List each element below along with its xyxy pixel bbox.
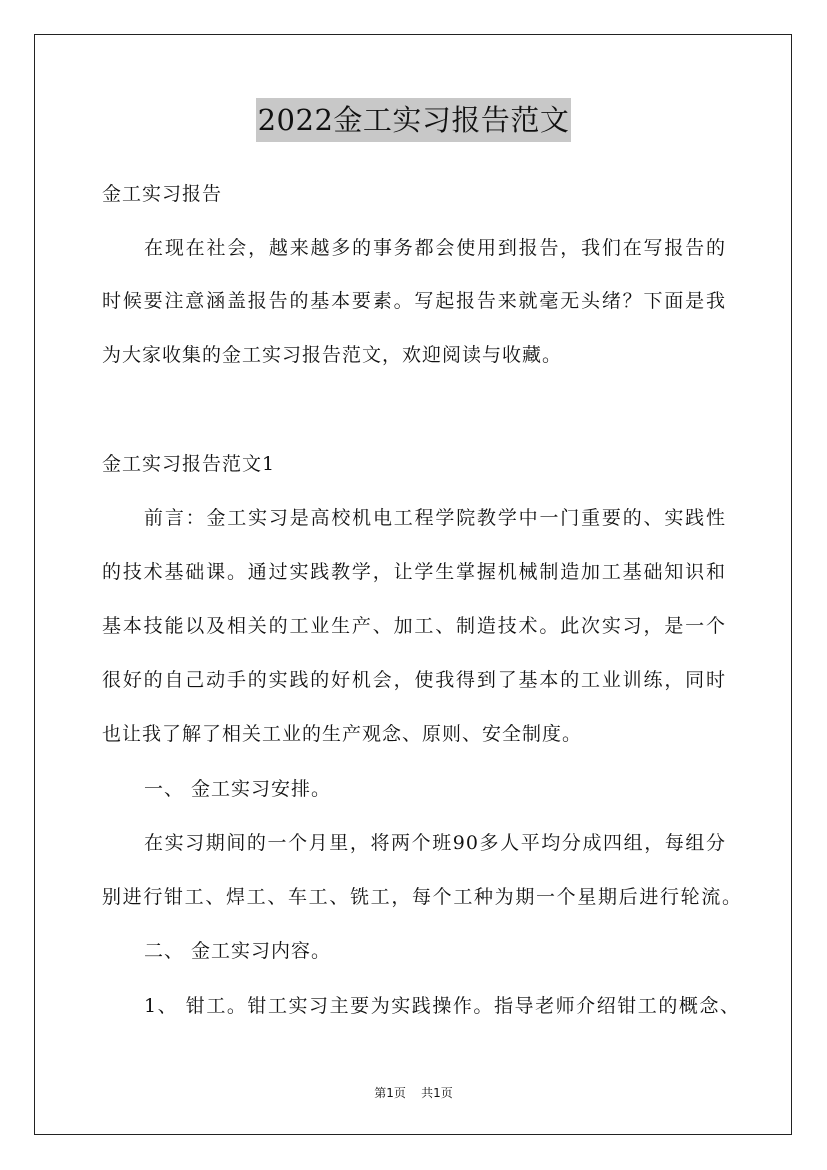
preface-line-5: 也让我了解了相关工业的生产观念、原则、安全制度。 bbox=[102, 723, 583, 745]
preface-line-2: 的技术基础课。通过实践教学，让学生掌握机械制造加工基础知识和 bbox=[102, 561, 726, 583]
item1-heading: 一、 金工实习安排。 bbox=[144, 778, 332, 800]
item2-heading: 二、 金工实习内容。 bbox=[144, 940, 332, 962]
title-container bbox=[0, 98, 827, 142]
preface-line-1: 前言：金工实习是高校机电工程学院教学中一门重要的、实践性 bbox=[144, 507, 726, 529]
intro-line-2: 时候要注意涵盖报告的基本要素。写起报告来就毫无头绪？下面是我 bbox=[102, 290, 726, 312]
intro-line-1: 在现在社会，越来越多的事务都会使用到报告，我们在写报告的 bbox=[144, 237, 726, 259]
item2-sub1-line: 1、 钳工。钳工实习主要为实践操作。指导老师介绍钳工的概念、 bbox=[144, 995, 740, 1017]
total-pages: 共1页 bbox=[421, 1086, 453, 1100]
document-title: 2022金工实习报告范文 bbox=[256, 98, 572, 142]
page-number: 第1页 bbox=[374, 1086, 406, 1100]
intro-line-3: 为大家收集的金工实习报告范文，欢迎阅读与收藏。 bbox=[102, 344, 563, 366]
subheading: 金工实习报告 bbox=[102, 183, 223, 205]
item1-body-line-1: 在实习期间的一个月里，将两个班90多人平均分成四组，每组分 bbox=[144, 832, 726, 854]
preface-line-4: 很好的自己动手的实践的好机会，使我得到了基本的工业训练，同时 bbox=[102, 669, 726, 691]
item1-body-line-2: 别进行钳工、焊工、车工、铣工，每个工种为期一个星期后进行轮流。 bbox=[102, 886, 742, 908]
section-heading: 金工实习报告范文1 bbox=[102, 453, 276, 475]
page-footer bbox=[0, 1084, 827, 1101]
preface-line-3: 基本技能以及相关的工业生产、加工、制造技术。此次实习，是一个 bbox=[102, 615, 726, 637]
